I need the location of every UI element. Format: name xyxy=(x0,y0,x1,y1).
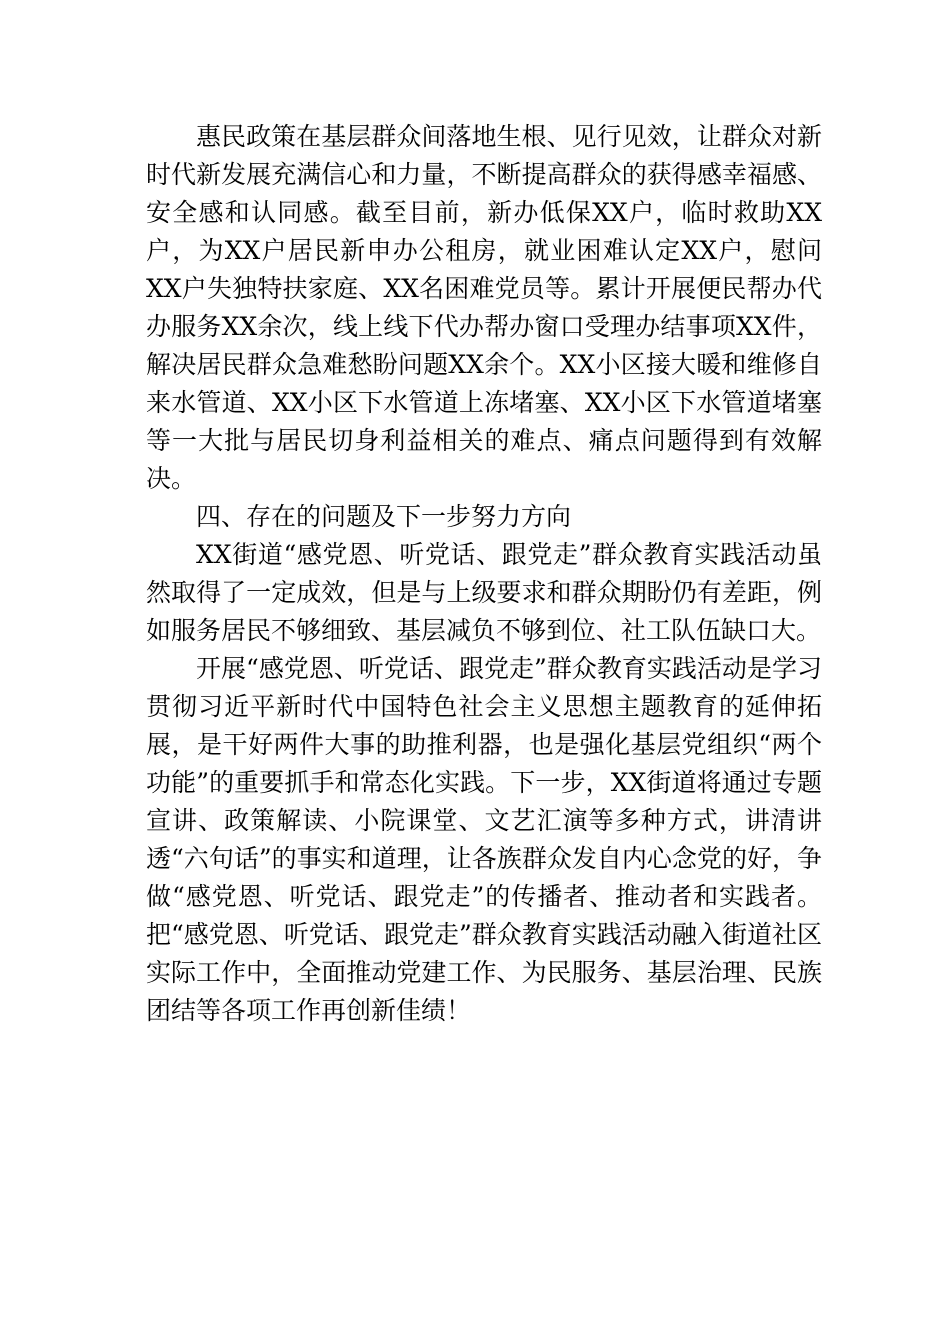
section-heading: 四、存在的问题及下一步努力方向 xyxy=(196,502,572,531)
body-paragraph-1: 惠民政策在基层群众间落地生根、见行见效，让群众对新时代新发展充满信心和力量，不断提高群众的获得感幸福感、安全感和认同感。截至目前，新办低保XX户，临时救助XX户，为XX户居民新申办公租房，就业困难认定XX户，慰问XX户失独特扶家庭、XX名困难党员等。累计开展便民帮办代办服务XX余次，线上线下代办帮办窗口受理办结事项XX件，解决居民群众急难愁盼问题XX余个。XX小区接大暖和维修自来水管道、XX小区下水管道上冻堵塞、XX小区下水管道堵塞等一大批与居民切身利益相关的难点、痛点问题得到有效解决。 xyxy=(146,122,822,493)
body-paragraph-2: XX街道“感党恩、听党话、跟党走”群众教育实践活动虽然取得了一定成效，但是与上级要求和群众期盼仍有差距，例如服务居民不够细致、基层减负不够到位、社工队伍缺口大。 xyxy=(146,540,822,645)
document-body xyxy=(146,118,822,1030)
body-paragraph-3: 开展“感党恩、听党话、跟党走”群众教育实践活动是学习贯彻习近平新时代中国特色社会主义思想主题教育的延伸拓展，是干好两件大事的助推利器，也是强化基层党组织“两个功能”的重要抓手和常态化实践。下一步，XX街道将通过专题宣讲、政策解读、小院课堂、文艺汇演等多种方式，讲清讲透“六句话”的事实和道理，让各族群众发自内心念党的好，争做“感党恩、听党话、跟党走”的传播者、推动者和实践者。把“感党恩、听党话、跟党走”群众教育实践活动融入街道社区实际工作中，全面推动党建工作、为民服务、基层治理、民族团结等各项工作再创新佳绩！ xyxy=(146,654,822,1025)
